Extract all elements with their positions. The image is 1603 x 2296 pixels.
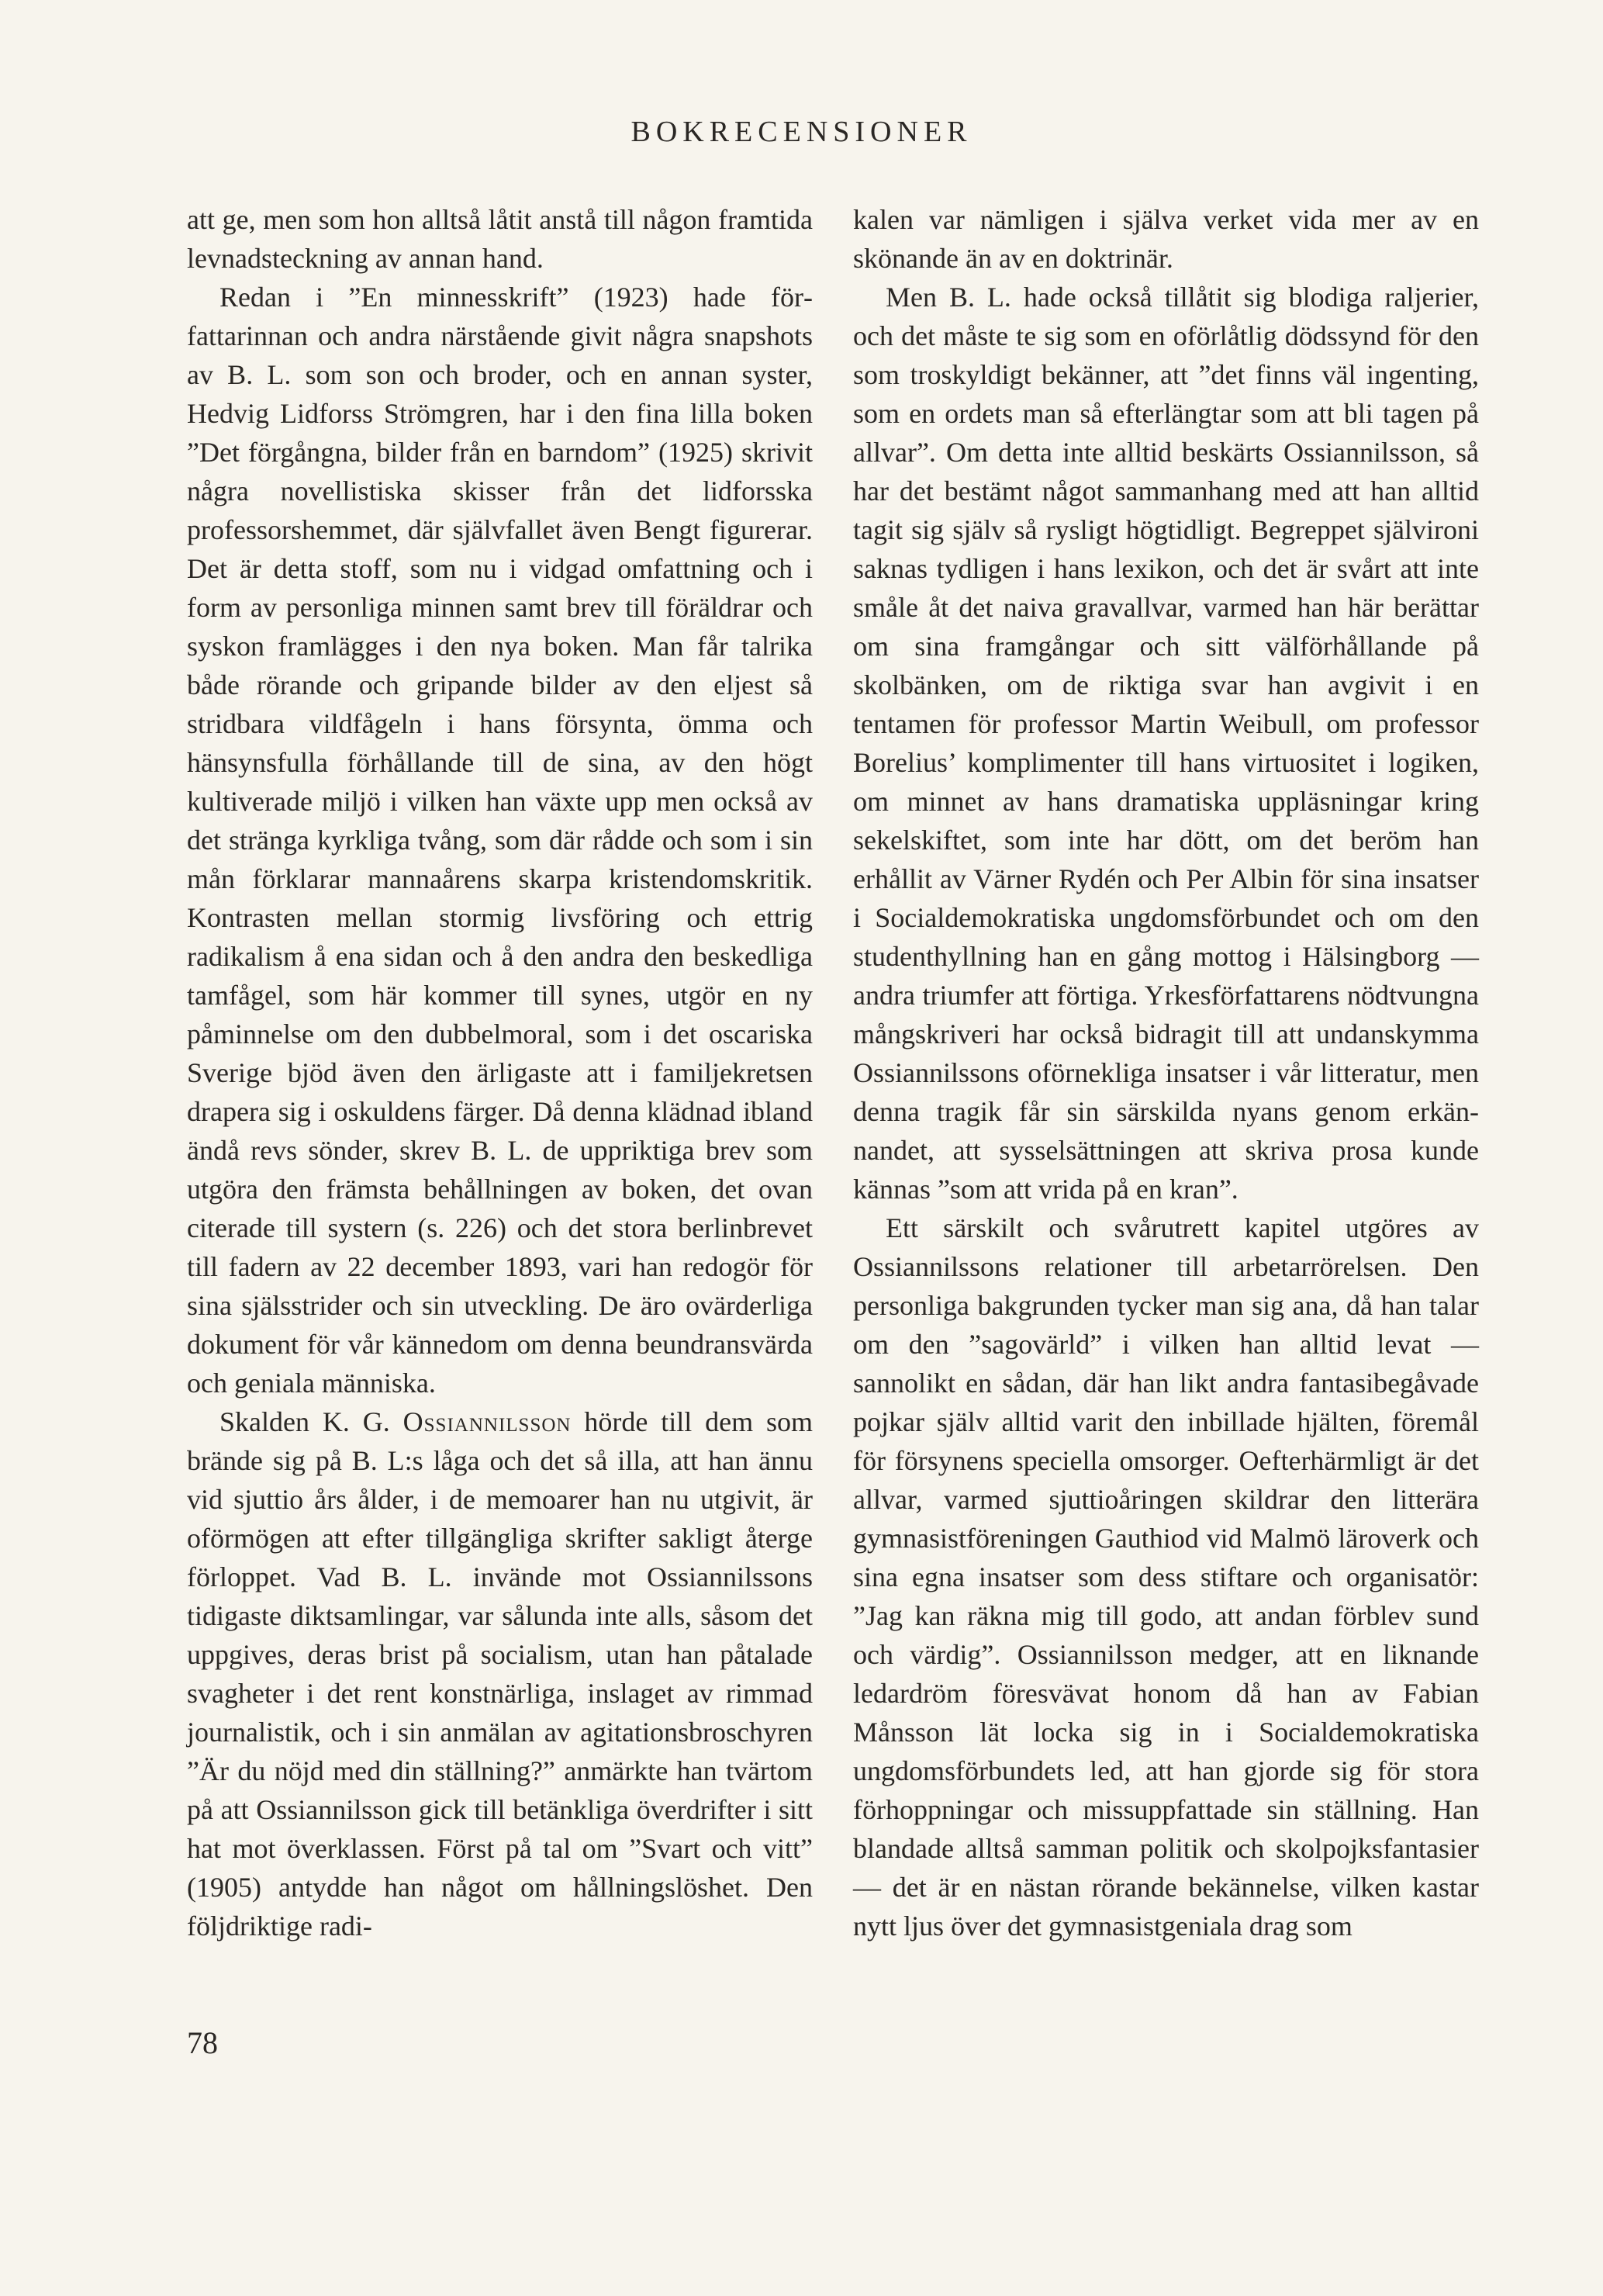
left-paragraph-3-lead: Skalden K. G. xyxy=(219,1406,403,1437)
right-paragraph-1: kalen var nämligen i själva verket vida mer av en skönande än av en doktrinär. xyxy=(853,204,1479,274)
left-paragraph-3 xyxy=(187,1402,813,1945)
left-paragraph-3-rest: hörde till dem som brände sig på B. L:s låga och det så illa, att han ännu vid sjuttio års ålder, i de memoarer han nu utgivit, är oförmögen att efter tillgängliga skrifter sakligt återge förloppet. Vad B. L. invände mot Ossiannilssons tidigaste diktsamlingar, var sålunda inte alls, såsom det uppgives, deras brist på socialism, utan han påtalade svagheter i det rent konstnärliga, inslaget av rimmad journalistik, och i sin anmälan av agitationsbroschyren ”Är du nöjd med din ställning?” anmärkte han tvärtom på att Ossiannilsson gick till betänkliga överdrifter i sitt hat mot överklassen. Först på tal om ”Svart och vitt” (1905) antydde han något om hållningslöshet. Den följdriktige radi- xyxy=(187,1406,813,1942)
right-column xyxy=(853,200,1479,1945)
left-paragraph-1: att ge, men som hon alltså låtit anstå till någon framtida levnadsteckning av annan hand. xyxy=(187,204,813,274)
author-name-smallcaps: Ossiannilsson xyxy=(402,1406,572,1437)
right-paragraph-2: Men B. L. hade också tillåtit sig blodiga raljerier, och det måste te sig som en oförlåtlig dödssynd för den som troskyldigt bekänner, att ”det finns väl ingenting, som en ordets man så efterlängtar som att bli tagen på allvar”. Om detta inte alltid beskärts Ossiannilsson, så har det bestämt något sammanhang med att han alltid tagit sig själv så rysligt högtidligt. Begreppet självironi saknas tydligen i hans lexikon, och det är svårt att inte småle åt det naiva gravallvar, varmed han här berättar om sina framgångar och sitt välförhållande på skolbänken, om de riktiga svar han avgivit i en tentamen för professor Martin Weibull, om professor Borelius’ komplimenter till hans virtuositet i logiken, om minnet av hans dramatiska uppläsningar kring sekelskiftet, som inte har dött, om det beröm han erhållit av Värner Rydén och Per Albin för sina insatser i Socialdemokratiska ungdomsförbundet och om den studenthyllning han en gång mottog i Hälsingborg — andra triumfer att förtiga. Yrkesförfattarens nödtvungna mångskriveri har också bidragit till att undanskymma Ossiannilssons oförnekliga insatser i vår litteratur, men denna tragik får sin särskilda nyans genom erkännandet, att sysselsättningen att skriva prosa kunde kännas ”som att vrida på en kran”. xyxy=(853,282,1479,1205)
right-paragraph-3: Ett särskilt och svårutrett kapitel utgöres av Ossiannilssons relationer till arbetarrörelsen. Den personliga bakgrunden tycker man sig ana, då han talar om den ”sagovärld” i vilken han alltid levat — sannolikt en sådan, där han likt andra fantasibegåvade pojkar själv alltid varit den inbillade hjälten, föremål för försynens speciella omsorger. Oefterhärmligt är det allvar, varmed sjuttioåringen skildrar den litterära gymnasistföreningen Gauthiod vid Malmö läroverk och sina egna insatser som dess stiftare och organisatör: ”Jag kan räkna mig till godo, att andan förblev sund och värdig”. Ossiannilsson medger, att en liknande ledardröm föresvävat honom då han av Fabian Månsson lät locka sig in i Socialdemokratiska ungdomsförbundets led, att han gjorde sig för stora förhoppningar och missuppfattade sin ställning. Han blandade alltså samman politik och skolpojksfantasier — det är en nästan rörande bekännelse, vilken kastar nytt ljus över det gymnasistgeniala drag som xyxy=(853,1212,1479,1942)
left-column xyxy=(187,200,813,1945)
left-paragraph-2: Redan i ”En minnesskrift” (1923) hade författarinnan och andra närstående givit några snapshots av B. L. som son och broder, och en annan syster, Hedvig Lidforss Strömgren, har i den fina lilla boken ”Det förgångna, bilder från en barndom” (1925) skrivit några novellistiska skisser från det lidforsska professorshemmet, där självfallet även Bengt figurerar. Det är detta stoff, som nu i vidgad omfattning och i form av personliga minnen samt brev till föräldrar och syskon framlägges i den nya boken. Man får talrika både rörande och gripande bilder av den eljest så stridbara vildfågeln i hans försynta, ömma och hänsynsfulla förhållande till de sina, av den högt kultiverade miljö i vilken han växte upp men också av det stränga kyrkliga tvång, som där rådde och som i sin mån förklarar mannaårens skarpa kristendomskritik. Kontrasten mellan stormig livsföring och ettrig radikalism å ena sidan och å den andra den beskedliga tamfågel, som här kommer till synes, utgör en ny påminnelse om den dubbelmoral, som i det oscariska Sverige bjöd även den ärligaste att i familjekretsen drapera sig i oskuldens färger. Då denna klädnad ibland ändå revs sönder, skrev B. L. de uppriktiga brev som utgöra den främsta behållningen av boken, det ovan citerade till systern (s. 226) och det stora berlinbrevet till fadern av 22 december 1893, vari han redogör för sina själsstrider och sin utveckling. De äro ovärderliga dokument för vår kännedom om denna beundransvärda och geniala människa. xyxy=(187,282,813,1399)
running-head: BOKRECENSIONER xyxy=(630,116,973,148)
page-number: 78 xyxy=(187,2025,218,2060)
